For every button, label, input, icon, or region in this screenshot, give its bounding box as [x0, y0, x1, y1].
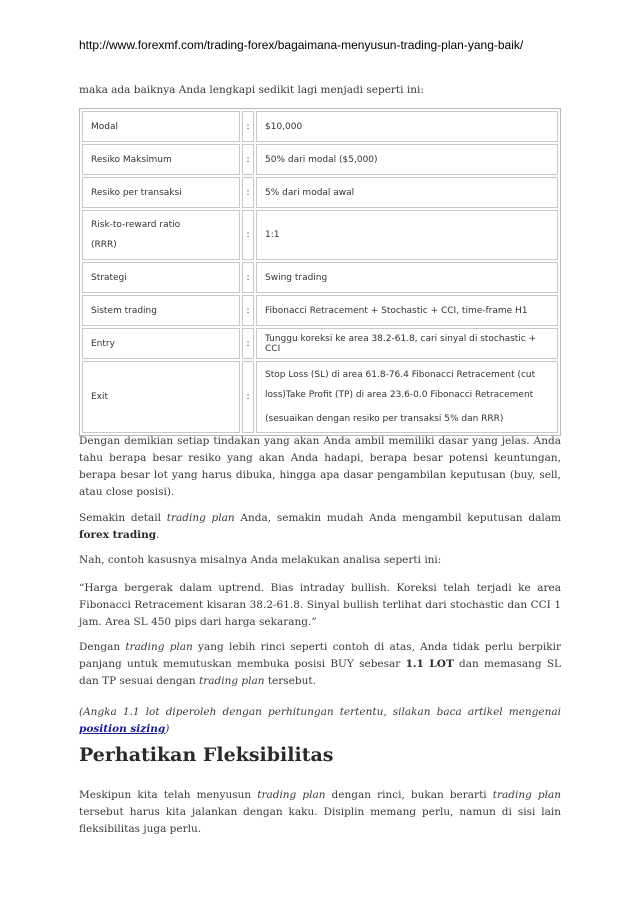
- text: ): [165, 723, 170, 735]
- row-colon: :: [242, 111, 254, 142]
- strong-text: forex trading: [79, 529, 157, 541]
- row-colon: :: [242, 144, 254, 175]
- text: .: [156, 529, 160, 541]
- row-value: Swing trading: [256, 262, 558, 293]
- table-row: [82, 295, 558, 326]
- paragraph-5: [79, 639, 561, 690]
- row-value: [256, 361, 558, 433]
- emphasis: trading plan: [198, 675, 265, 687]
- text: Meskipun kita telah menyusun: [79, 789, 258, 801]
- row-colon: :: [242, 262, 254, 293]
- trading-plan-table: [79, 108, 561, 436]
- text: yang lebih rinci seperti contoh di atas, Anda tidak perlu berpikir panjang untuk memutuskan membuka posisi BUY sebesar: [79, 641, 561, 670]
- table-row: [82, 361, 558, 433]
- row-colon: :: [242, 361, 254, 433]
- row-value: 1:1: [256, 210, 558, 260]
- row-key-line: (RRR): [91, 240, 117, 250]
- text: Dengan: [79, 641, 126, 653]
- row-value: 50% dari modal ($5,000): [256, 144, 558, 175]
- text: tersebut harus kita jalankan dengan kaku. Disiplin memang perlu, namun di sisi lain fleksibilitas juga perlu.: [79, 806, 561, 835]
- row-value-line: Stop Loss (SL) di area 61.8-76.4 Fibonacci Retracement (cut: [265, 370, 536, 380]
- row-colon: :: [242, 328, 254, 359]
- emphasis: trading plan: [125, 641, 193, 653]
- emphasis: trading plan: [257, 789, 326, 801]
- paragraph-6-note: [79, 704, 561, 738]
- row-value: $10,000: [256, 111, 558, 142]
- row-value-line: loss)Take Profit (TP) di area 23.6-0.0 Fibonacci Retracement: [265, 390, 534, 400]
- row-key: Modal: [82, 111, 240, 142]
- row-value: Tunggu koreksi ke area 38.2-61.8, cari sinyal di stochastic + CCI: [256, 328, 558, 359]
- table-row: [82, 111, 558, 142]
- row-key: Entry: [82, 328, 240, 359]
- row-key: [82, 210, 240, 260]
- table-row: [82, 262, 558, 293]
- intro-text: maka ada baiknya Anda lengkapi sedikit lagi menjadi seperti ini:: [79, 84, 424, 96]
- position-sizing-link[interactable]: position sizing: [79, 723, 166, 735]
- text: tersebut.: [264, 675, 316, 687]
- paragraph-7: [79, 787, 561, 838]
- row-value: Fibonacci Retracement + Stochastic + CCI, time-frame H1: [256, 295, 558, 326]
- strong-text: 1.1 LOT: [405, 658, 454, 670]
- row-key: Resiko per transaksi: [82, 177, 240, 208]
- row-key: Sistem trading: [82, 295, 240, 326]
- table-row: [82, 328, 558, 359]
- paragraph-2: [79, 510, 561, 544]
- section-heading: Perhatikan Fleksibilitas: [79, 744, 334, 766]
- row-colon: :: [242, 177, 254, 208]
- emphasis: trading plan: [492, 789, 561, 801]
- row-key: Strategi: [82, 262, 240, 293]
- text: Anda, semakin mudah Anda mengambil keputusan dalam: [234, 512, 561, 524]
- row-key: Exit: [82, 361, 240, 433]
- table-row: [82, 210, 558, 260]
- text: (Angka 1.1 lot diperoleh dengan perhitungan tertentu, silakan baca artikel mengenai: [79, 706, 561, 718]
- row-key: Resiko Maksimum: [82, 144, 240, 175]
- text: Semakin detail: [79, 512, 167, 524]
- row-colon: :: [242, 210, 254, 260]
- paragraph-3: Nah, contoh kasusnya misalnya Anda melakukan analisa seperti ini:: [79, 554, 442, 566]
- row-key-line: Risk-to-reward ratio: [91, 220, 181, 230]
- table-row: [82, 177, 558, 208]
- page-url-header: http://www.forexmf.com/trading-forex/bagaimana-menyusun-trading-plan-yang-baik/: [79, 38, 524, 52]
- paragraph-1: Dengan demikian setiap tindakan yang akan Anda ambil memiliki dasar yang jelas. Anda tahu berapa besar resiko yang akan Anda hadapi, berapa besar potensi keuntungan, berapa besar lot yang harus dibuka, hingga apa dasar pengambilan keputusan (buy, sell, atau close posisi).: [79, 435, 561, 498]
- emphasis: trading plan: [166, 512, 235, 524]
- paragraph-4-quote: “Harga bergerak dalam uptrend. Bias intraday bullish. Koreksi telah terjadi ke area Fibonacci Retracement kisaran 38.2-61.8. Sinyal bullish terlihat dari stochastic dan CCI 1 jam. Area SL 450 pips dari harga sekarang.”: [79, 582, 561, 628]
- table-row: [82, 144, 558, 175]
- row-value-line: (sesuaikan dengan resiko per transaksi 5% dan RRR): [265, 414, 504, 424]
- row-colon: :: [242, 295, 254, 326]
- text: dengan rinci, bukan berarti: [325, 789, 493, 801]
- row-value: 5% dari modal awal: [256, 177, 558, 208]
- text: dan memasang SL dan TP sesuai dengan: [79, 658, 562, 687]
